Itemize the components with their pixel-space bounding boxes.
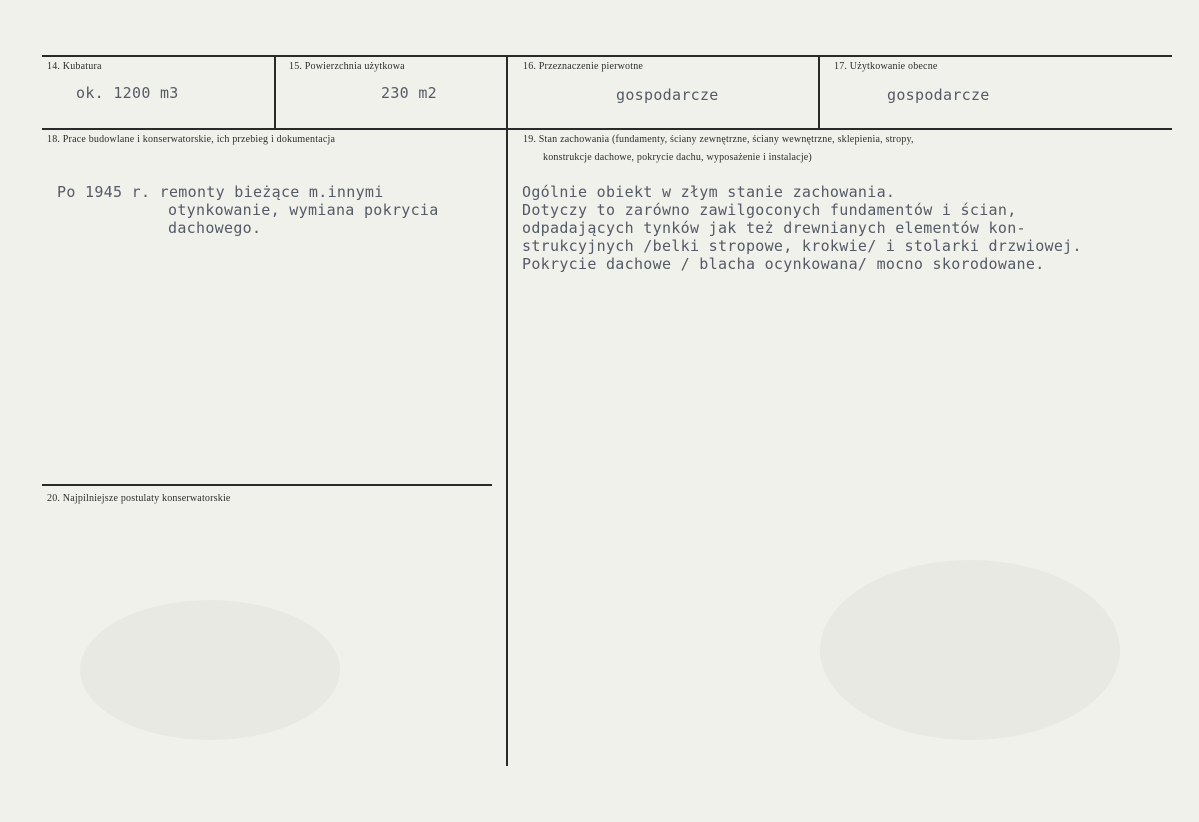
field-20-label: 20. Najpilniejsze postulaty konserwatorskie	[47, 493, 231, 504]
field-16-value: gospodarcze	[616, 86, 719, 104]
field-19-line-3: odpadających tynków jak też drewnianych elementów kon-	[522, 219, 1026, 237]
field-19-line-5: Pokrycie dachowe / blacha ocynkowana/ mocno skorodowane.	[522, 255, 1045, 273]
field-14-value: ok. 1200 m3	[76, 84, 179, 102]
paper-stain	[80, 600, 340, 740]
divider-14-15	[274, 56, 276, 128]
field-19-label-line1: 19. Stan zachowania (fundamenty, ściany zewnętrzne, ściany wewnętrzne, sklepienia, stropy,	[523, 134, 914, 145]
row2-left-rule	[42, 484, 492, 486]
divider-16-17	[818, 56, 820, 128]
field-18-label: 18. Prace budowlane i konserwatorskie, ich przebieg i dokumentacja	[47, 134, 336, 145]
field-18-line-2: otynkowanie, wymiana pokrycia	[168, 201, 439, 219]
top-rule	[42, 55, 1172, 57]
row1-rule	[42, 128, 1172, 130]
field-18-line-1: Po 1945 r. remonty bieżące m.innymi	[57, 183, 384, 201]
field-16-label: 16. Przeznaczenie pierwotne	[523, 61, 644, 72]
divider-15-16	[506, 56, 508, 766]
field-19-line-1: Ogólnie obiekt w złym stanie zachowania.	[522, 183, 896, 201]
field-19-line-4: strukcyjnych /belki stropowe, krokwie/ i stolarki drzwiowej.	[522, 237, 1082, 255]
field-15-label: 15. Powierzchnia użytkowa	[289, 61, 405, 72]
field-18-line-3: dachowego.	[168, 219, 262, 237]
paper-stain	[820, 560, 1120, 740]
field-19-label-line2: konstrukcje dachowe, pokrycie dachu, wyposażenie i instalacje)	[543, 152, 812, 163]
field-14-label: 14. Kubatura	[47, 61, 102, 72]
field-15-value: 230 m2	[381, 84, 437, 102]
field-17-label: 17. Użytkowanie obecne	[834, 61, 938, 72]
field-17-value: gospodarcze	[887, 86, 990, 104]
field-19-line-2: Dotyczy to zarówno zawilgoconych fundamentów i ścian,	[522, 201, 1017, 219]
